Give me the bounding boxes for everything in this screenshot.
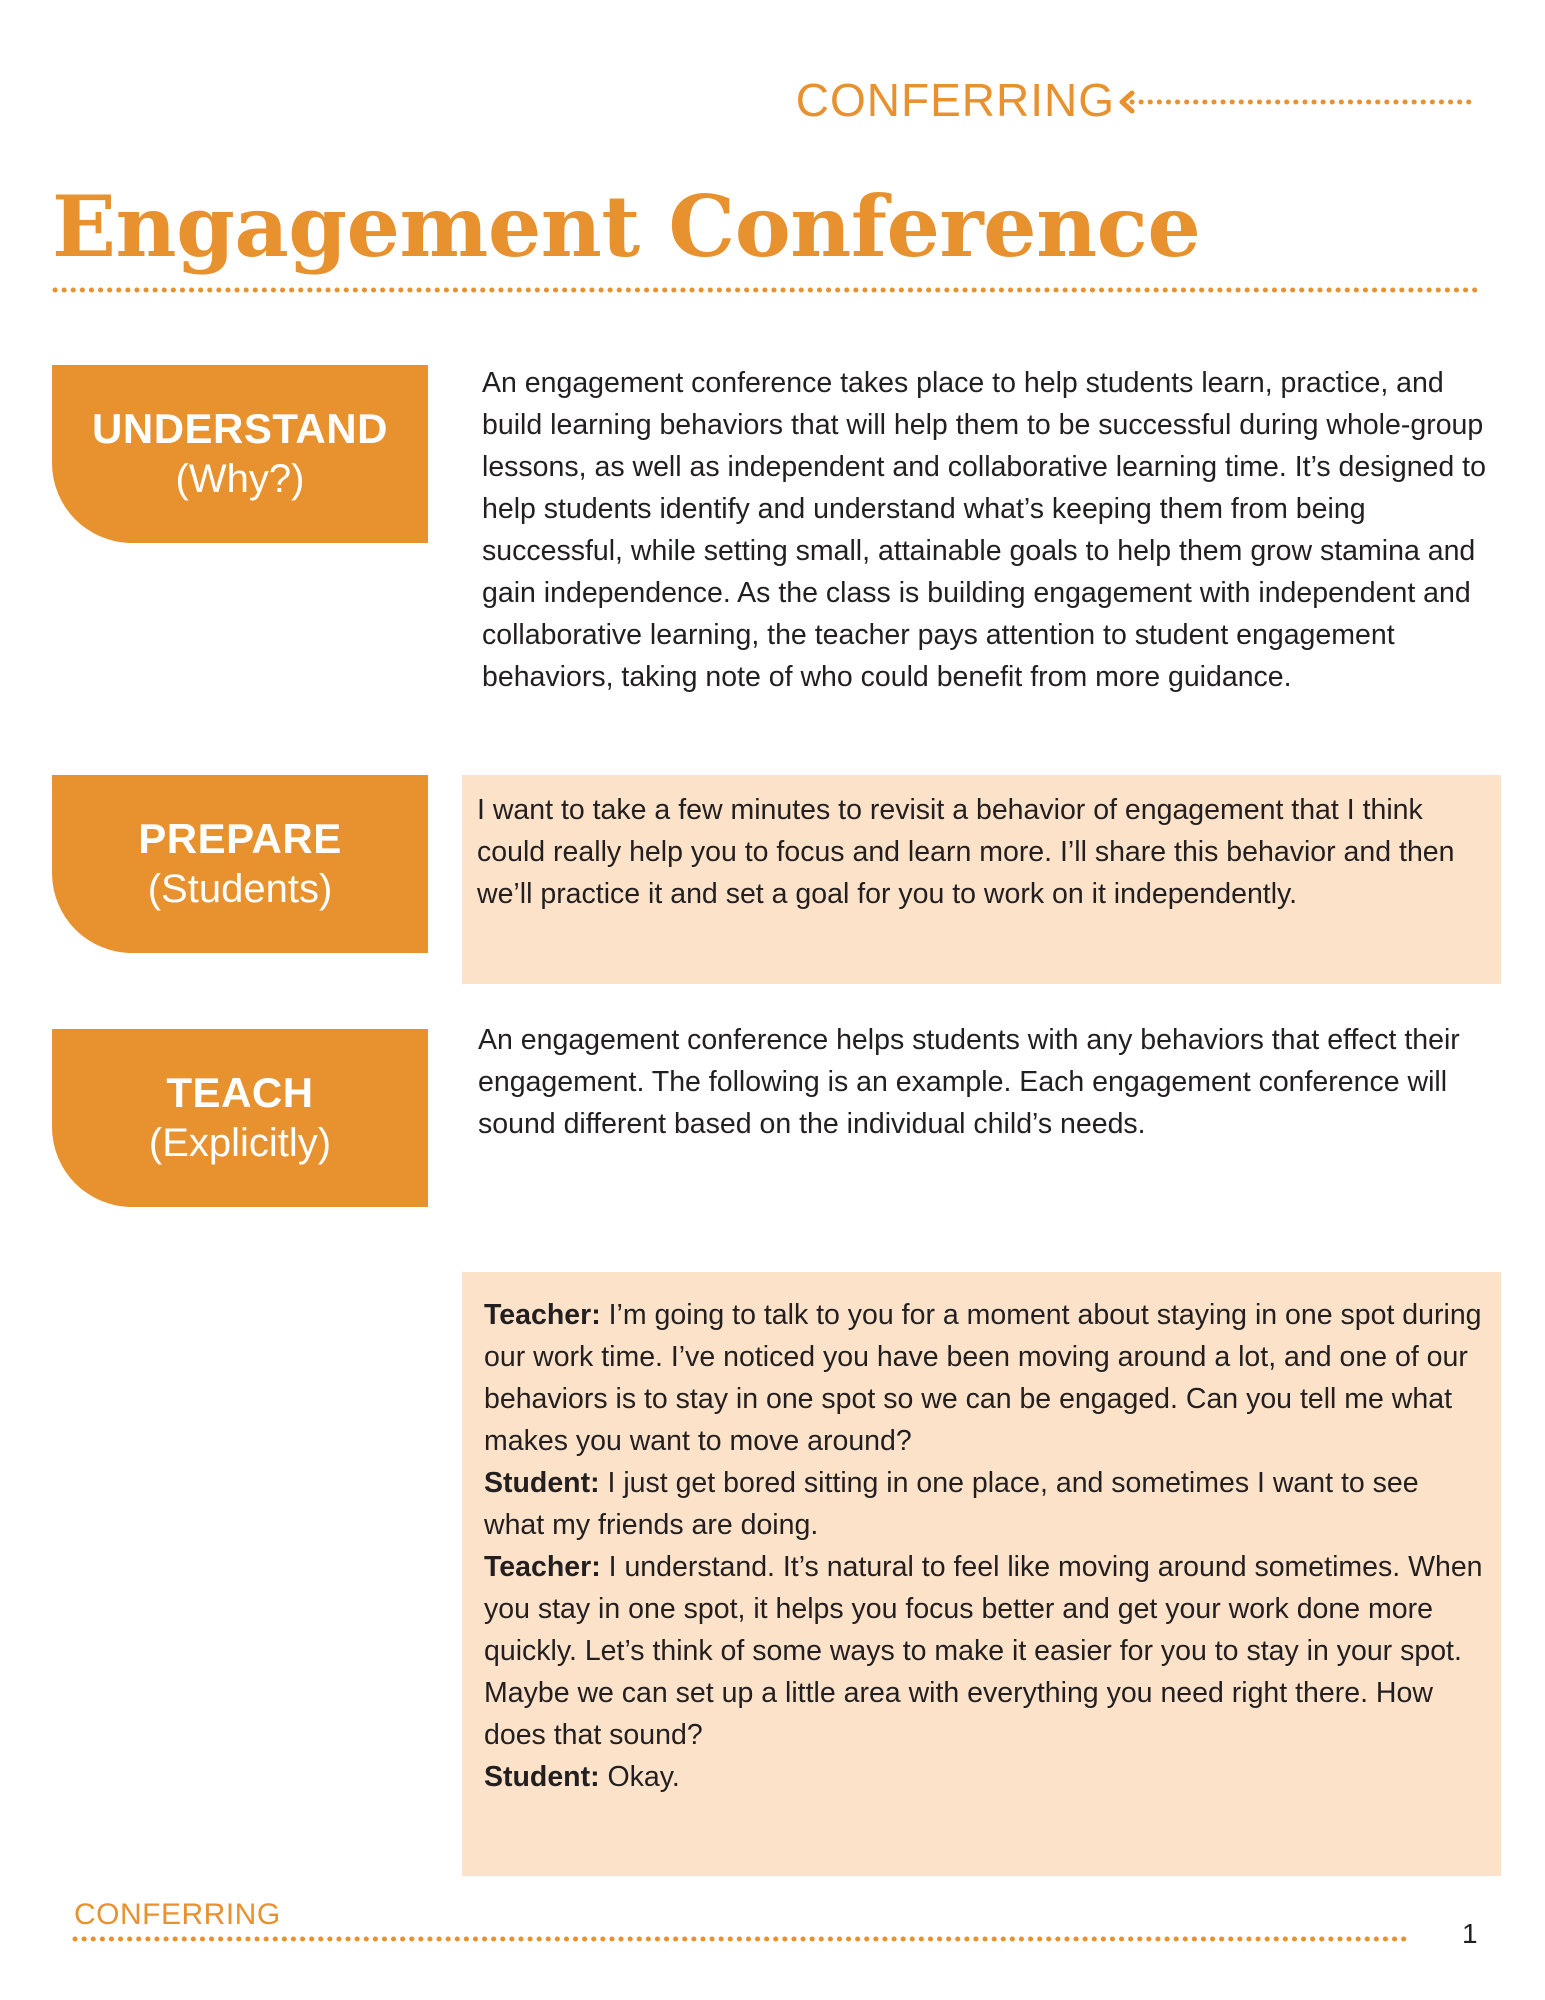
section-label: CONFERRING [795,74,1115,126]
prepare-subheading: (Students) [147,867,333,911]
speaker-label: Student: [484,1761,600,1793]
teach-heading: TEACH [166,1069,314,1116]
dialogue-line: I’m going to talk to you for a moment about staying in one spot during our work time. I’ve noticed you have been moving around a lot, and one of our behaviors is to stay in one spot so we can be engaged. Can you tell me what makes you want to move around? [484,1299,1482,1457]
understand-subheading: (Why?) [175,457,305,501]
footer-dotted-divider [72,1935,1412,1943]
page-title: Engagement Conference [52,177,1201,276]
dialogue-line: I understand. It’s natural to feel like moving around sometimes. When you stay in one spot, it helps you focus better and get your work done more quickly. Let’s think of some ways to make it easier for you to stay in your spot. Maybe we can set up a little area with everything you need right there. How does that sound? [484,1551,1483,1751]
prepare-text: I want to take a few minutes to revisit a behavior of engagement that I think could really help you to focus and learn more. I’ll share this behavior and then we’ll practice it and set a goal for you to work on it independently. [477,794,1455,910]
speaker-label: Teacher: [484,1299,601,1331]
dialogue-turn [484,1546,1484,1756]
understand-heading: UNDERSTAND [92,405,388,452]
title-dotted-divider [52,286,1482,294]
prepare-heading: PREPARE [138,815,342,862]
dialogue-turn [484,1756,1484,1798]
understand-text: An engagement conference takes place to help students learn, practice, and build learning behaviors that will help them to be successful during whole-group lessons, as well as independent and collaborative learning time. It’s designed to help students identify and understand what’s keeping them from being successful, while setting small, attainable goals to help them grow stamina and gain independence. As the class is building engagement with independent and collaborative learning, the teacher pays attention to student engagement behaviors, taking note of who could benefit from more guidance. [482,367,1486,693]
speaker-label: Teacher: [484,1551,601,1583]
teach-text: An engagement conference helps students with any behaviors that effect their engagement. The following is an example. Each engagement conference will sound different based on the individual child’s needs. [478,1024,1460,1140]
dialogue-box [462,1272,1501,1876]
speaker-label: Student: [484,1467,600,1499]
prepare-script-box [462,775,1501,984]
dialogue-line: I just get bored sitting in one place, and sometimes I want to see what my friends are doing. [484,1467,1419,1541]
dialogue-turn [484,1462,1484,1546]
page-number: 1 [1462,1918,1478,1949]
understand-tab [52,365,428,543]
teach-subheading: (Explicitly) [148,1121,332,1165]
dialogue-line: Okay. [599,1761,680,1793]
dialogue-transcript [484,1294,1484,1798]
dotted-arrow-left-icon [1118,90,1478,114]
teach-tab [52,1029,428,1207]
prepare-tab [52,775,428,953]
footer-section-label: CONFERRING [74,1898,281,1931]
dialogue-turn [484,1294,1484,1462]
